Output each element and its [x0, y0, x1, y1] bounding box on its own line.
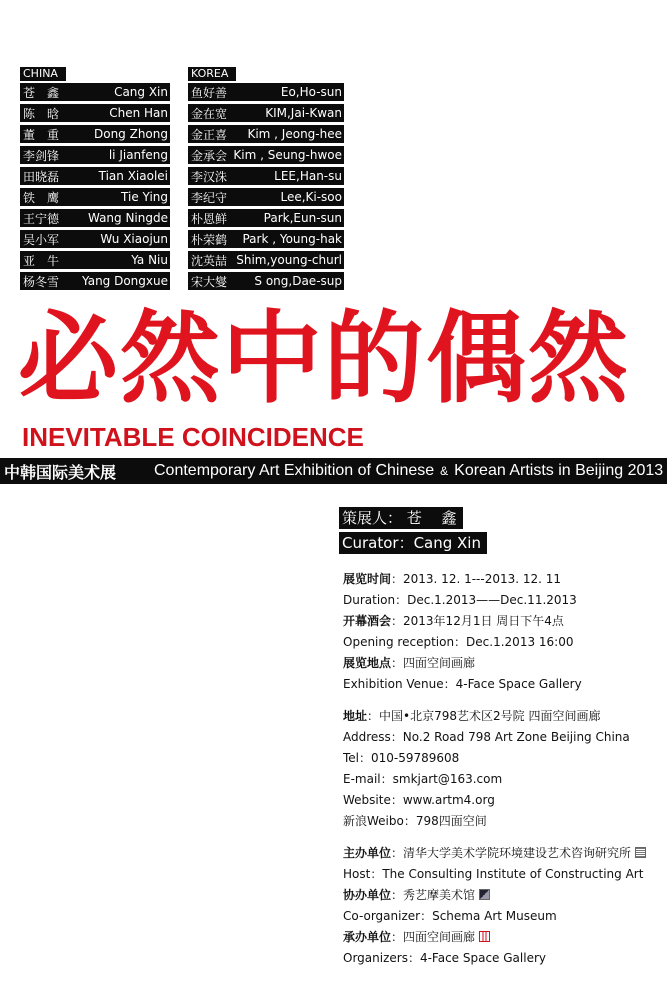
artist-name-cn: 王宁德	[23, 211, 60, 226]
korea-artist-row	[188, 104, 344, 122]
artist-name-en: Eo,Ho-sun	[280, 85, 342, 99]
host-en: Host：The Consulting Institute of Constructing Art	[343, 867, 644, 881]
artist-name-en: Cang Xin	[114, 85, 168, 99]
korea-artist-row	[188, 230, 344, 248]
china-heading: CHINA	[20, 67, 66, 81]
subtitle-bar	[0, 458, 667, 484]
china-artist-list	[20, 62, 170, 293]
coorganizer-cn: 协办单位：秀艺摩美术馆	[343, 885, 663, 906]
china-artist-row	[20, 104, 170, 122]
artist-name-cn: 李纪守	[191, 190, 228, 205]
main-title-english: INEVITABLE COINCIDENCE	[22, 422, 364, 452]
artist-name-cn: 陈 晗	[23, 106, 60, 121]
korea-artist-row	[188, 209, 344, 227]
artist-name-cn: 金正喜	[191, 127, 228, 142]
address-cn: 地址：中国•北京798艺术区2号院 四面空间画廊	[343, 709, 601, 723]
china-artist-row	[20, 188, 170, 206]
artist-name-en: Chen Han	[109, 106, 168, 120]
artist-name-cn: 杨冬雪	[23, 274, 60, 289]
artist-name-cn: 董 重	[23, 127, 60, 142]
artist-name-en: Wang Ningde	[87, 211, 168, 225]
host-logo-icon	[635, 847, 646, 858]
china-artist-row	[20, 167, 170, 185]
korea-artist-row	[188, 251, 344, 269]
artist-name-en: Park , Young-hak	[242, 232, 342, 246]
korea-heading: KOREA	[188, 67, 236, 81]
artist-name-cn: 李剑锋	[23, 148, 60, 163]
korea-artist-row	[188, 188, 344, 206]
korea-artist-row	[188, 146, 344, 164]
tel: Tel：010-59789608	[343, 751, 460, 765]
korea-artist-row	[188, 83, 344, 101]
artist-name-en: S ong,Dae-sup	[254, 274, 342, 288]
venue-cn: 展览地点：四面空间画廊	[343, 656, 476, 670]
artist-name-en: LEE,Han-su	[274, 169, 342, 183]
artist-name-en: li Jianfeng	[108, 148, 168, 162]
artist-name-en: KIM,Jai-Kwan	[265, 106, 342, 120]
duration-cn: 展览时间：2013. 12. 1---2013. 12. 11	[343, 572, 562, 586]
artist-name-en: Yang Dongxue	[82, 274, 168, 288]
korea-artist-row	[188, 125, 344, 143]
korea-artist-row	[188, 272, 344, 290]
organizer-en: Organizers：4-Face Space Gallery	[343, 951, 546, 965]
duration-en: Duration：Dec.1.2013——Dec.11.2013	[343, 593, 577, 607]
artist-name-cn: 苍 鑫	[23, 85, 60, 100]
artist-name-cn: 田晓磊	[23, 169, 60, 184]
email: E-mail：smkjart@163.com	[343, 772, 503, 786]
artist-name-en: Park,Eun-sun	[263, 211, 342, 225]
organizer-cn: 承办单位：四面空间画廊	[343, 927, 663, 948]
subtitle-english-part1: Contemporary Art Exhibition of Chinese	[154, 462, 435, 479]
weibo: 新浪Weibo：798四面空间	[343, 814, 487, 828]
opening-en: Opening reception：Dec.1.2013 16:00	[343, 635, 574, 649]
artist-name-cn: 沈英喆	[191, 253, 228, 268]
artist-name-cn: 李汉洙	[191, 169, 228, 184]
coorganizer-en: Co-organizer：Schema Art Museum	[343, 909, 557, 923]
subtitle-english-part2: Korean Artists in Beijing 2013	[454, 462, 664, 479]
address-en: Address：No.2 Road 798 Art Zone Beijing China	[343, 730, 630, 744]
china-artist-row	[20, 146, 170, 164]
main-title-chinese: 必然中的偶然	[18, 300, 630, 417]
artist-name-en: Lee,Ki-soo	[280, 190, 342, 204]
website: Website：www.artm4.org	[343, 793, 495, 807]
china-artist-row	[20, 272, 170, 290]
curator-chinese: 策展人： 苍 鑫	[339, 507, 463, 529]
subtitle-english	[150, 462, 663, 480]
artist-name-en: Tie Ying	[121, 190, 168, 204]
venue-en: Exhibition Venue：4-Face Space Gallery	[343, 677, 582, 691]
host-cn: 主办单位：清华大学美术学院环境建设艺术咨询研究所	[343, 843, 663, 864]
artist-name-en: Kim , Jeong-hee	[247, 127, 342, 141]
artist-name-cn: 金在宽	[191, 106, 228, 121]
subtitle-ampersand: &	[440, 464, 449, 478]
korea-artist-row	[188, 167, 344, 185]
china-artist-row	[20, 83, 170, 101]
china-artist-row	[20, 209, 170, 227]
artist-name-en: Kim , Seung-hwoe	[233, 148, 342, 162]
artist-name-cn: 铁 鹰	[23, 190, 60, 205]
artist-name-cn: 朴荣鹤	[191, 232, 228, 247]
china-artist-row	[20, 230, 170, 248]
exhibition-info	[343, 569, 663, 969]
artist-name-cn: 亚 牛	[23, 253, 60, 268]
korea-artist-list	[188, 62, 344, 293]
artist-name-en: Dong Zhong	[93, 127, 168, 141]
china-artist-row	[20, 251, 170, 269]
artist-name-cn: 吴小军	[23, 232, 60, 247]
curator-english: Curator：Cang Xin	[339, 532, 487, 554]
artist-name-en: Ya Niu	[131, 253, 168, 267]
subtitle-chinese: 中韩国际美术展	[4, 462, 117, 482]
artist-name-en: Wu Xiaojun	[100, 232, 168, 246]
artist-name-en: Tian Xiaolei	[98, 169, 168, 183]
china-artist-row	[20, 125, 170, 143]
artist-name-cn: 鱼好善	[191, 85, 228, 100]
coorganizer-logo-icon	[479, 889, 490, 900]
artist-name-cn: 宋大燮	[191, 274, 228, 289]
artist-name-cn: 朴恩鲜	[191, 211, 228, 226]
artist-name-cn: 金承会	[191, 148, 228, 163]
artist-name-en: Shim,young-churl	[236, 253, 342, 267]
opening-cn: 开幕酒会：2013年12月1日 周日下午4点	[343, 614, 564, 628]
organizer-logo-icon	[479, 931, 490, 942]
